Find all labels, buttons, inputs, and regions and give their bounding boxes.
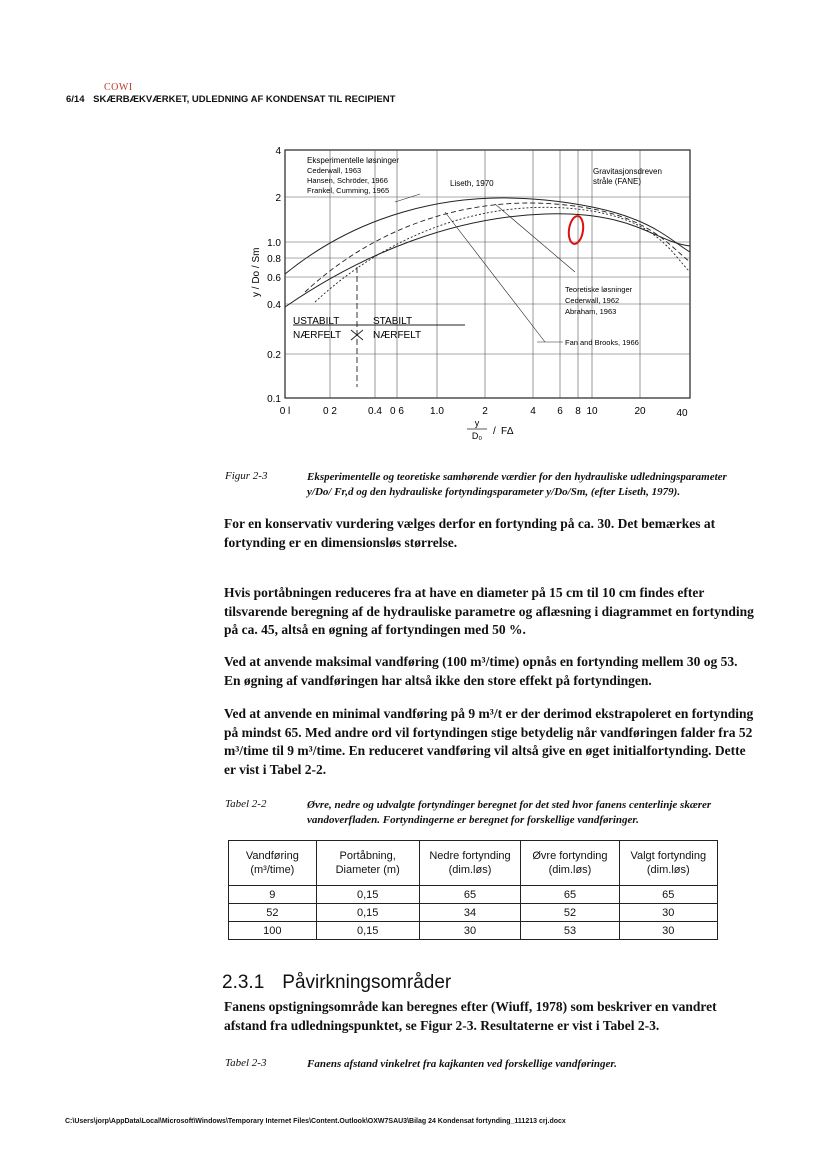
- svg-text:10: 10: [586, 406, 598, 417]
- legend-exp-title: Eksperimentelle løsninger: [307, 156, 400, 165]
- table-cell: 52: [521, 904, 619, 922]
- svg-text:0.4: 0.4: [267, 300, 281, 311]
- legend-theo-2: Abraham, 1963: [565, 307, 617, 316]
- y-axis-ticks: [267, 146, 281, 405]
- table-cell: 30: [419, 922, 521, 940]
- svg-text:0 6: 0 6: [390, 406, 404, 417]
- legend-fan: Fan and Brooks, 1966: [565, 338, 639, 347]
- section-number: 2.3.1: [222, 972, 265, 993]
- document-title: SKÆRBÆKVÆRKET, UDLEDNING AF KONDENSAT TIL RECIPIENT: [93, 94, 396, 105]
- legend-theo-1: Cederwall, 1962: [565, 296, 620, 305]
- svg-text:4: 4: [275, 146, 281, 157]
- x-axis-label-slash: /: [493, 426, 496, 437]
- table-cell: 0,15: [316, 922, 419, 940]
- table-cell: 100: [229, 922, 317, 940]
- header-diameter: Portåbning, Diameter (m): [316, 841, 419, 886]
- unstable-label-1: USTABILT: [293, 316, 340, 327]
- legend-liseth: Liseth, 1970: [450, 179, 494, 188]
- table-cell: 9: [229, 886, 317, 904]
- table-cell: 65: [521, 886, 619, 904]
- legend-grav-1: Gravitasjonsdreven: [593, 167, 662, 176]
- stable-label-2: NÆRFELT: [373, 330, 422, 341]
- svg-text:2: 2: [275, 193, 281, 204]
- paragraph: For en konservativ vurdering vælges derfor en fortynding på ca. 30. Det bemærkes at fortynding er en dimensionsløs størrelse.: [224, 516, 716, 550]
- section-heading: [222, 972, 451, 994]
- highlight-ellipse: [567, 215, 585, 245]
- svg-text:0.4: 0.4: [368, 406, 382, 417]
- legend-theo-title: Teoretiske løsninger: [565, 285, 633, 294]
- x-axis-label-bottom: D₀: [471, 431, 483, 441]
- stable-label-1: STABILT: [373, 316, 413, 327]
- page-number: 6/14: [66, 94, 85, 105]
- header-flow: Vandføring (m³/time): [229, 841, 317, 886]
- table-caption-text: Øvre, nedre og udvalgte fortyndinger beregnet for det sted hvor fanens centerlinje skærer vandoverfladen. Fortyndingerne er beregnet for forskellige vandføringer.: [307, 799, 712, 827]
- table-row: [229, 922, 718, 940]
- dilution-table: [228, 840, 718, 940]
- svg-text:6: 6: [557, 406, 563, 417]
- table-header-row: [229, 841, 718, 886]
- company-logo: COWI: [104, 82, 133, 93]
- paragraph: Ved at anvende maksimal vandføring (100 m³/time) opnås en fortynding mellem 30 og 53. En øgning af vandføringen har altså ikke den store effekt på fortyndingen.: [224, 654, 738, 688]
- table-cell: 52: [229, 904, 317, 922]
- page-header: [66, 94, 401, 105]
- svg-text:1.0: 1.0: [430, 406, 444, 417]
- svg-text:0.1: 0.1: [267, 394, 281, 405]
- table-caption-label: Tabel 2-2: [225, 798, 267, 810]
- table-cell: 0,15: [316, 886, 419, 904]
- curves: [285, 194, 690, 342]
- figure-caption-text: Eksperimentelle og teoretiske samhørende værdier for den hydrauliske udledningsparameter y/Do/ Fr,d og den hydrauliske fortyndingsparameter y/Do/Sm, (efter Liseth, 1979).: [307, 471, 727, 498]
- legend-exp-1: Cederwall, 1963: [307, 166, 362, 175]
- svg-text:0.2: 0.2: [267, 350, 281, 361]
- svg-text:0 l: 0 l: [279, 406, 291, 417]
- svg-text:2: 2: [482, 406, 488, 417]
- legend-exp-3: Frankel, Cumming, 1965: [307, 186, 390, 195]
- paragraph: Ved at anvende en minimal vandføring på 9 m³/t er der derimod ekstrapoleret en fortynding på mindst 65. Med andre ord vil fortyndingen stige betydelig når vandføringen falder fra 52 m³/time til 9 m³/time. En reduceret vandføring vil altså give en øget initialfortynding. Dette er vist i Tabel 2-2.: [224, 706, 754, 777]
- header-chosen: Valgt fortynding (dim.løs): [619, 841, 717, 886]
- svg-text:0.6: 0.6: [267, 273, 281, 284]
- svg-text:40: 40: [676, 408, 688, 419]
- svg-text:20: 20: [634, 406, 646, 417]
- legend-grav-2: stråle (FANE): [593, 177, 642, 186]
- x-axis-ticks: [280, 406, 688, 419]
- svg-text:0 2: 0 2: [323, 406, 337, 417]
- x-axis-label-top: y: [474, 418, 480, 428]
- legend-exp-2: Hansen, Schröder, 1966: [307, 176, 388, 185]
- table-row: [229, 904, 718, 922]
- section-paragraph: Fanens opstigningsområde kan beregnes efter (Wiuff, 1978) som beskriver en vandret afstand fra udledningspunktet, se Figur 2-3. Resultaterne er vist i Tabel 2-3.: [224, 999, 717, 1033]
- svg-text:8: 8: [575, 406, 581, 417]
- table-caption-text: Fanens afstand vinkelret fra kajkanten ved forskellige vandføringer.: [307, 1058, 617, 1070]
- paragraph: Hvis portåbningen reduceres fra at have en diameter på 15 cm til 10 cm findes efter tilsvarende beregning af de hydrauliske parametre og aflæsning i diagrammet en fortynding på ca. 45, altså en øgning af fortyndingen med 50 %.: [224, 585, 754, 638]
- header-lower: Nedre fortynding (dim.løs): [419, 841, 521, 886]
- svg-text:4: 4: [530, 406, 536, 417]
- table-cell: 30: [619, 904, 717, 922]
- figure-chart: [245, 142, 705, 447]
- table-cell: 0,15: [316, 904, 419, 922]
- x-axis-label-right: F∆: [501, 426, 514, 437]
- y-axis-label: y / Do / Sm: [251, 247, 262, 297]
- table-caption-label: Tabel 2-3: [225, 1057, 267, 1069]
- table-cell: 34: [419, 904, 521, 922]
- table-row: [229, 886, 718, 904]
- figure-caption-label: Figur 2-3: [225, 470, 268, 482]
- header-upper: Øvre fortynding (dim.løs): [521, 841, 619, 886]
- table-cell: 65: [619, 886, 717, 904]
- svg-text:1.0: 1.0: [267, 238, 281, 249]
- unstable-label-2: NÆRFELT: [293, 330, 342, 341]
- section-title: Påvirkningsområder: [282, 972, 452, 993]
- table-cell: 65: [419, 886, 521, 904]
- table-cell: 53: [521, 922, 619, 940]
- footer-file-path: C:\Users\jorp\AppData\Local\Microsoft\Windows\Temporary Internet Files\Content.Outlook\OXW7SAU3\Bilag 24 Kondensat fortynding_111213 crj.docx: [65, 1118, 566, 1125]
- table-cell: 30: [619, 922, 717, 940]
- svg-text:0.8: 0.8: [267, 254, 281, 265]
